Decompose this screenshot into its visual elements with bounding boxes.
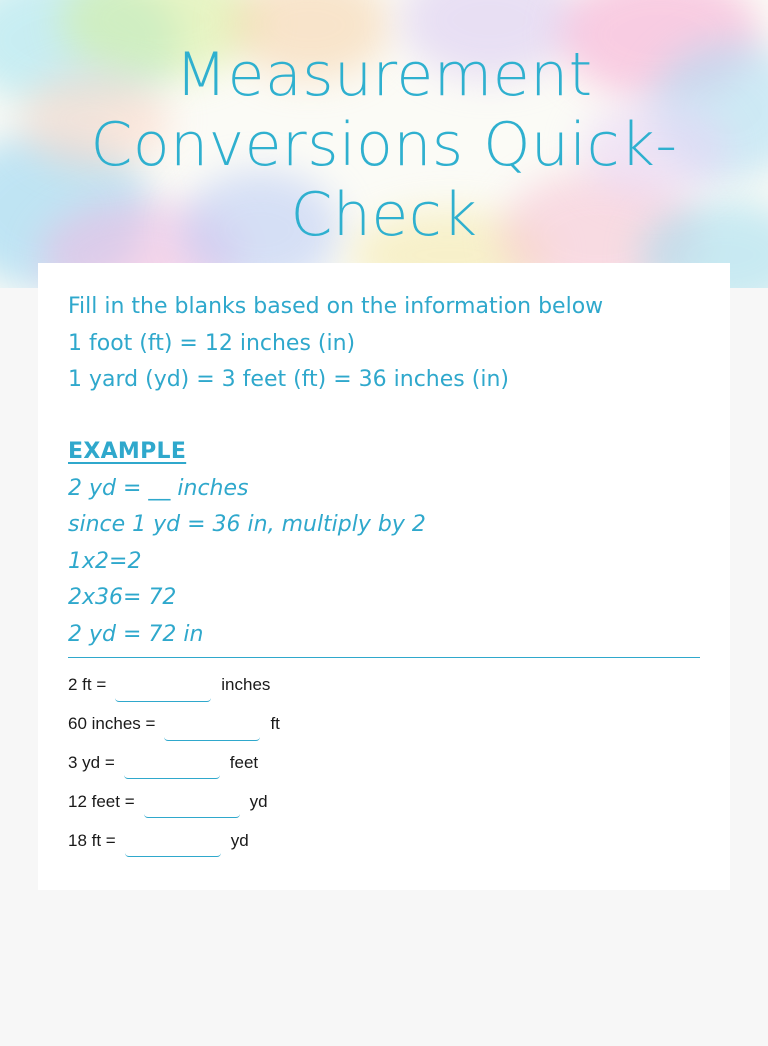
answer-input[interactable]	[144, 799, 240, 818]
problem-prompt: 18 ft =	[68, 830, 116, 850]
example-section	[68, 434, 426, 653]
answer-input[interactable]	[115, 683, 211, 702]
problem-unit: yd	[249, 791, 268, 811]
example-line: 2 yd = 72 in	[68, 621, 204, 647]
instruction-text: Fill in the blanks based on the information below	[68, 294, 604, 319]
problem-unit: yd	[230, 830, 249, 850]
example-line: 2x36= 72	[68, 585, 177, 610]
section-divider	[68, 657, 700, 658]
example-heading: EXAMPLE	[68, 439, 187, 464]
page-title: Measurement Conversions Quick-Check	[90, 40, 678, 250]
problem-row	[68, 821, 280, 860]
problem-unit: ft	[270, 714, 280, 734]
answer-input[interactable]	[125, 838, 221, 857]
problem-prompt: 3 yd =	[68, 752, 115, 772]
worksheet-card	[38, 263, 730, 890]
instructions	[68, 289, 603, 399]
problem-row	[68, 782, 280, 821]
answer-input[interactable]	[164, 722, 260, 741]
watercolor-banner	[0, 0, 768, 288]
problem-row	[68, 666, 280, 705]
conversion-fact-foot: 1 foot (ft) = 12 inches (in)	[68, 330, 356, 356]
answer-input[interactable]	[124, 760, 220, 779]
problem-list	[68, 666, 280, 860]
example-line: 1x2=2	[68, 548, 142, 574]
example-line: 2 yd = __ inches	[68, 475, 249, 501]
problem-unit: feet	[229, 752, 259, 772]
problem-row	[68, 705, 280, 744]
example-line: since 1 yd = 36 in, multiply by 2	[68, 512, 426, 537]
problem-row	[68, 744, 280, 783]
problem-unit: inches	[221, 675, 271, 695]
problem-prompt: 60 inches =	[68, 714, 156, 734]
problem-prompt: 12 feet =	[68, 791, 135, 811]
conversion-fact-yard: 1 yard (yd) = 3 feet (ft) = 36 inches (in)	[68, 367, 509, 392]
problem-prompt: 2 ft =	[68, 675, 107, 695]
